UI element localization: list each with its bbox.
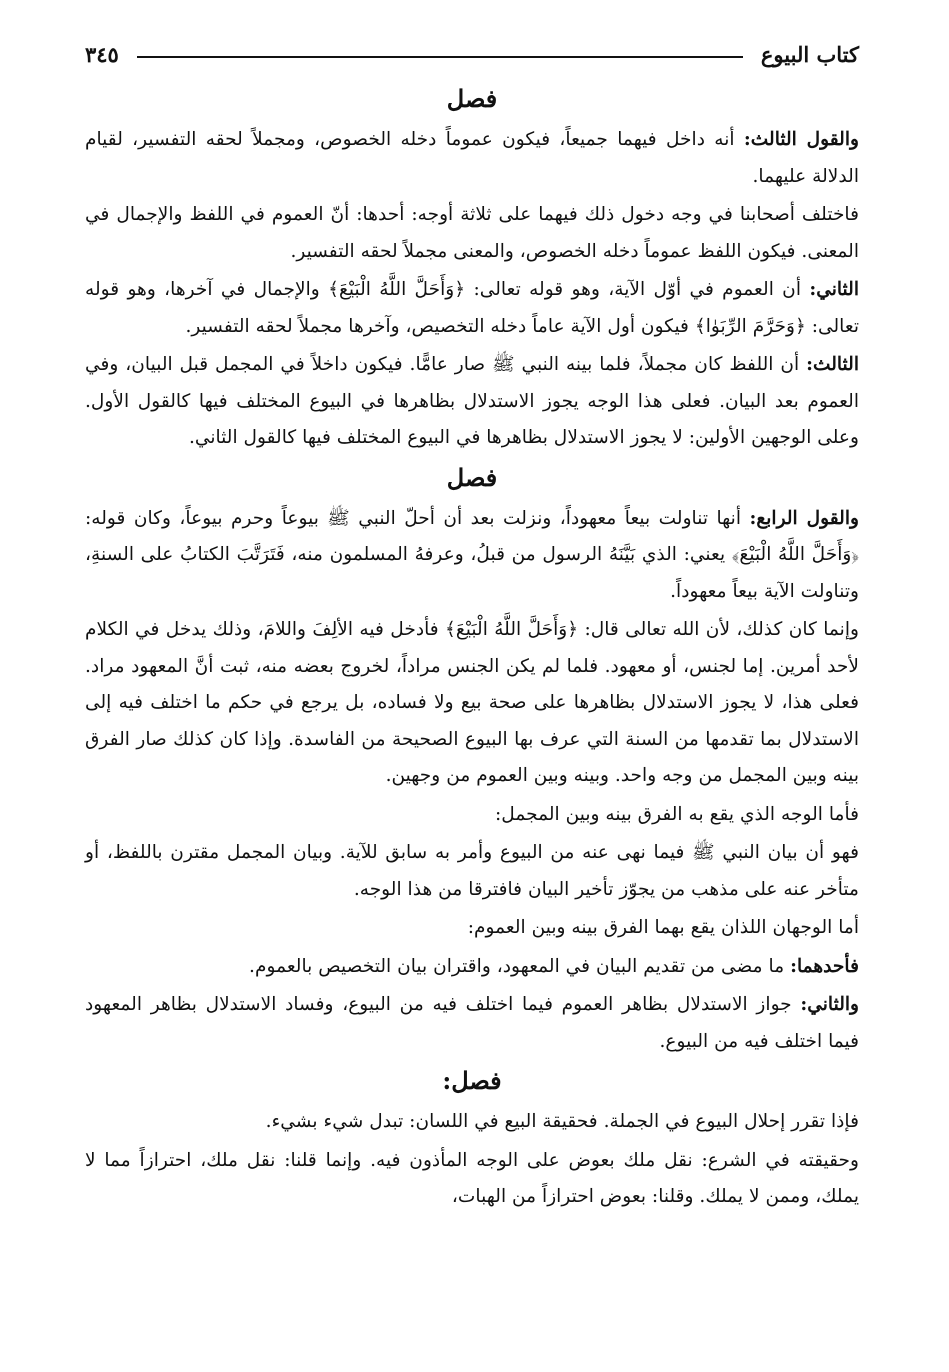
paragraph-text: وحقيقته في الشرع: نقل ملك بعوض على الوجه المأذون فيه. وإنما قلنا: نقل ملك، احترازاً مما لا يملك، وممن لا يملك. وقلنا: بعوض احترازاً من الهبات، xyxy=(85,1149,859,1207)
paragraph-lead: فأحدهما: xyxy=(790,955,859,977)
paragraph-text: أن اللفظ كان مجملاً، فلما بينه النبي ﷺ صار عامًّا. فيكون داخلاً في المجمل قبل البيان، وفي العموم بعد البيان. فعلى هذا الوجه يجوز الاستدلال بظاهرها في البيوع المختلف فيها كالقول الأول. وعلى الوجهين الأولين: لا يجوز الاستدلال بظاهرها في البيوع المختلف فيها كالقول الثاني. xyxy=(85,354,859,448)
page-body xyxy=(85,82,859,1216)
paragraph xyxy=(85,910,859,947)
paragraph xyxy=(85,272,859,345)
paragraph xyxy=(85,612,859,795)
paragraph-text: ما مضى من تقديم البيان في المعهود، واقتران بيان التخصيص بالعموم. xyxy=(249,955,791,977)
section-heading: فصل: xyxy=(442,1066,502,1095)
paragraph-lead: والقول الرابع: xyxy=(749,507,859,529)
paragraph-text: فإذا تقرر إحلال البيوع في الجملة. فحقيقة البيع في اللسان: تبدل شيء بشيء. xyxy=(265,1111,859,1132)
paragraph xyxy=(85,347,859,457)
page-header xyxy=(85,32,859,76)
paragraph xyxy=(85,1143,859,1216)
paragraph-lead: والقول الثالث: xyxy=(743,129,859,150)
section-heading: فصل xyxy=(446,84,498,113)
paragraph-text: فاختلف أصحابنا في وجه دخول ذلك فيهما على ثلاثة أوجه: أحدها: أنّ العموم في اللفظ والإجمال في المعنى. فيكون اللفظ عموماً دخله الخصوص، والمعنى مجملاً لحقه التفسير. xyxy=(85,204,859,262)
paragraph-text: أما الوجهان اللذان يقع بهما الفرق بينه وبين العموم: xyxy=(467,917,859,938)
header-rule xyxy=(137,56,743,58)
paragraph xyxy=(85,797,859,834)
paragraph-text: أنه داخل فيهما جميعاً، فيكون عموماً دخله الخصوص، ومجملاً لحقه التفسير، لقيام الدلالة عليهما. xyxy=(85,129,859,187)
paragraph xyxy=(85,987,859,1060)
page-number: ٣٤٥ xyxy=(85,41,119,67)
paragraph xyxy=(85,949,859,986)
paragraph-lead: الثالث: xyxy=(806,354,859,375)
paragraph xyxy=(85,835,859,908)
paragraph xyxy=(85,197,859,270)
paragraph-text: فأما الوجه الذي يقع به الفرق بينه وبين المجمل: xyxy=(494,803,859,825)
paragraph-text: جواز الاستدلال بظاهر العموم فيما اختلف فيه من البيوع، وفساد الاستدلال بظاهر المعهود فيما اختلف فيه من البيوع. xyxy=(85,994,859,1052)
paragraph xyxy=(85,1104,859,1141)
paragraph-text: وإنما كان كذلك، لأن الله تعالى قال: ﴿وَأَحَلَّ اللَّهُ الْبَيْعَ﴾ فأدخل فيه الألِفَ واللامَ، وذلك يدخل في الكلام لأحد أمرين. إما لجنس، أو معهود. فلما لم يكن الجنس مراداً، لخروج بعضه منه، ثبت أنَّ المعهود مراد. فعلى هذا، لا يجوز الاستدلال بظاهرها على صحة بيع ولا فساده، بل يرجع في حكم ما اختلف فيه إلى الاستدلال بما تقدمها من السنة التي عرف بها البيوع الصحيحة من الفاسدة. وإذا كان كذلك صار الفرق بينه وبين المجمل من وجه واحد. وبينه وبين العموم من وجهين. xyxy=(85,619,859,786)
paragraph-lead: والثاني: xyxy=(800,994,859,1015)
section-heading: فصل xyxy=(446,462,498,492)
paragraph xyxy=(85,122,859,195)
paragraph-text: أن العموم في أوّل الآية، وهو قوله تعالى: ﴿وَأَحَلَّ اللَّهُ الْبَيْعَ﴾ والإجمال في آخرها، وهو قوله تعالى: ﴿وَحَرَّمَ الرِّبَوٰا﴾ فيكون أول الآية عاماً دخله التخصيص، وآخرها مجملاً لحقه التفسير. xyxy=(85,279,859,337)
paragraph-lead: الثاني: xyxy=(809,279,859,300)
paragraph-text: فهو أن بيان النبي ﷺ فيما نهى عنه من البيوع وأمر به سابق للآية. وبيان المجمل مقترن باللفظ، أو متأخر عنه على مذهب من يجوّز تأخير البيان فافترقا من هذا الوجه. xyxy=(85,842,859,900)
paragraph xyxy=(85,501,859,611)
paragraph-text: أنها تناولت بيعاً معهوداً، ونزلت بعد أن أحلّ النبي ﷺ بيوعاً وحرم بيوعاً، وكان قوله: ﴿وَأَحَلَّ اللَّهُ الْبَيْعَ﴾ يعني: الذي بَيَّنَهُ الرسول من قبلُ، وعرفهُ المسلمون منه، فَتَرَتَّبَ الكتابُ على السنةِ، وتناولت الآية بيعاً معهوداً. xyxy=(85,507,859,602)
book-title: كتاب البيوع xyxy=(760,41,859,67)
